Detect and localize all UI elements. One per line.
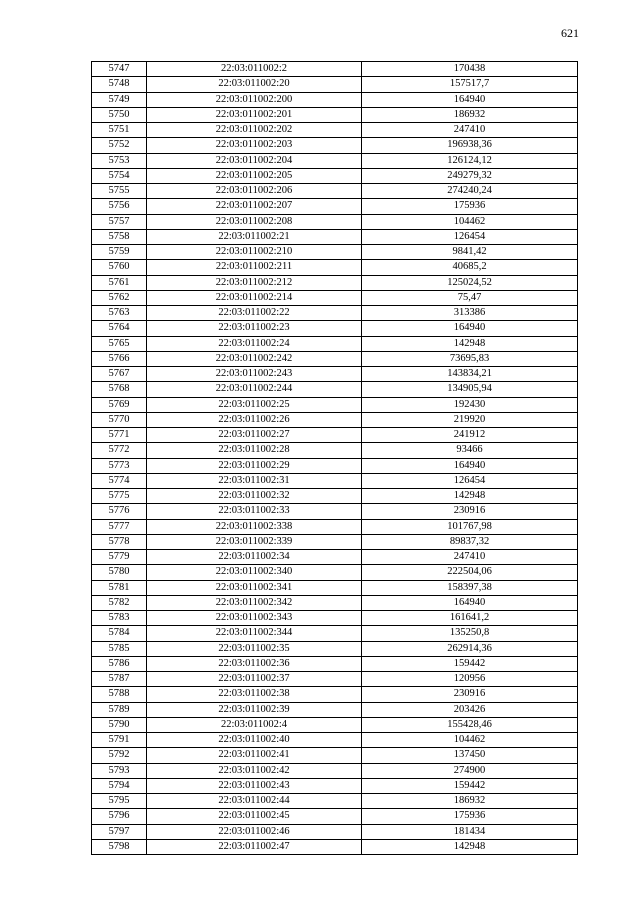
cadastral-number-cell: 22:03:011002:244: [147, 382, 362, 397]
cadastral-number-cell: 22:03:011002:212: [147, 275, 362, 290]
cadastral-number-cell: 22:03:011002:44: [147, 794, 362, 809]
value-cell: 247410: [362, 123, 578, 138]
cadastral-number-cell: 22:03:011002:342: [147, 595, 362, 610]
value-cell: 125024,52: [362, 275, 578, 290]
row-number-cell: 5747: [92, 62, 147, 77]
row-number-cell: 5775: [92, 489, 147, 504]
value-cell: 93466: [362, 443, 578, 458]
table-row: [92, 443, 578, 458]
value-cell: 262914,36: [362, 641, 578, 656]
row-number-cell: 5781: [92, 580, 147, 595]
row-number-cell: 5764: [92, 321, 147, 336]
value-cell: 157517,7: [362, 77, 578, 92]
table-row: [92, 245, 578, 260]
row-number-cell: 5771: [92, 428, 147, 443]
value-cell: 219920: [362, 412, 578, 427]
value-cell: 137450: [362, 748, 578, 763]
table-row: [92, 748, 578, 763]
row-number-cell: 5795: [92, 794, 147, 809]
cadastral-number-cell: 22:03:011002:202: [147, 123, 362, 138]
table-row: [92, 733, 578, 748]
cadastral-number-cell: 22:03:011002:34: [147, 550, 362, 565]
row-number-cell: 5796: [92, 809, 147, 824]
row-number-cell: 5794: [92, 778, 147, 793]
cadastral-number-cell: 22:03:011002:242: [147, 351, 362, 366]
cadastral-number-cell: 22:03:011002:27: [147, 428, 362, 443]
table-row: [92, 672, 578, 687]
cadastral-number-cell: 22:03:011002:338: [147, 519, 362, 534]
value-cell: 247410: [362, 550, 578, 565]
table-row: [92, 428, 578, 443]
table-row: [92, 809, 578, 824]
row-number-cell: 5786: [92, 656, 147, 671]
row-number-cell: 5776: [92, 504, 147, 519]
table-row: [92, 550, 578, 565]
value-cell: 134905,94: [362, 382, 578, 397]
cadastral-number-cell: 22:03:011002:207: [147, 199, 362, 214]
value-cell: 181434: [362, 824, 578, 839]
table-row: [92, 321, 578, 336]
value-cell: 164940: [362, 595, 578, 610]
table-row: [92, 687, 578, 702]
table-row: [92, 184, 578, 199]
row-number-cell: 5774: [92, 473, 147, 488]
cadastral-number-cell: 22:03:011002:4: [147, 717, 362, 732]
row-number-cell: 5787: [92, 672, 147, 687]
table-row: [92, 458, 578, 473]
table-row: [92, 229, 578, 244]
cadastral-number-cell: 22:03:011002:206: [147, 184, 362, 199]
cadastral-number-cell: 22:03:011002:31: [147, 473, 362, 488]
value-cell: 120956: [362, 672, 578, 687]
row-number-cell: 5790: [92, 717, 147, 732]
cadastral-number-cell: 22:03:011002:20: [147, 77, 362, 92]
cadastral-number-cell: 22:03:011002:211: [147, 260, 362, 275]
cadastral-number-cell: 22:03:011002:28: [147, 443, 362, 458]
row-number-cell: 5772: [92, 443, 147, 458]
value-cell: 159442: [362, 656, 578, 671]
cadastral-number-cell: 22:03:011002:341: [147, 580, 362, 595]
row-number-cell: 5778: [92, 534, 147, 549]
table-row: [92, 611, 578, 626]
cadastral-number-cell: 22:03:011002:29: [147, 458, 362, 473]
cadastral-number-cell: 22:03:011002:339: [147, 534, 362, 549]
row-number-cell: 5792: [92, 748, 147, 763]
table-row: [92, 306, 578, 321]
row-number-cell: 5757: [92, 214, 147, 229]
row-number-cell: 5750: [92, 107, 147, 122]
cadastral-number-cell: 22:03:011002:343: [147, 611, 362, 626]
value-cell: 230916: [362, 504, 578, 519]
cadastral-number-cell: 22:03:011002:41: [147, 748, 362, 763]
row-number-cell: 5784: [92, 626, 147, 641]
table-row: [92, 641, 578, 656]
cadastral-number-cell: 22:03:011002:36: [147, 656, 362, 671]
row-number-cell: 5758: [92, 229, 147, 244]
value-cell: 274900: [362, 763, 578, 778]
value-cell: 158397,38: [362, 580, 578, 595]
page-number: 621: [561, 26, 579, 40]
table-row: [92, 397, 578, 412]
value-cell: 126454: [362, 229, 578, 244]
table-row: [92, 702, 578, 717]
row-number-cell: 5762: [92, 290, 147, 305]
value-cell: 192430: [362, 397, 578, 412]
row-number-cell: 5791: [92, 733, 147, 748]
cadastral-number-cell: 22:03:011002:40: [147, 733, 362, 748]
cadastral-number-cell: 22:03:011002:39: [147, 702, 362, 717]
row-number-cell: 5761: [92, 275, 147, 290]
value-cell: 313386: [362, 306, 578, 321]
table-row: [92, 336, 578, 351]
value-cell: 155428,46: [362, 717, 578, 732]
value-cell: 249279,32: [362, 168, 578, 183]
table-row: [92, 763, 578, 778]
table-row: [92, 153, 578, 168]
table-row: [92, 595, 578, 610]
cadastral-number-cell: 22:03:011002:210: [147, 245, 362, 260]
cadastral-number-cell: 22:03:011002:2: [147, 62, 362, 77]
cadastral-number-cell: 22:03:011002:35: [147, 641, 362, 656]
value-cell: 241912: [362, 428, 578, 443]
cadastral-number-cell: 22:03:011002:203: [147, 138, 362, 153]
value-cell: 75,47: [362, 290, 578, 305]
row-number-cell: 5793: [92, 763, 147, 778]
cadastral-number-cell: 22:03:011002:47: [147, 839, 362, 854]
cadastral-number-cell: 22:03:011002:43: [147, 778, 362, 793]
row-number-cell: 5798: [92, 839, 147, 854]
cadastral-number-cell: 22:03:011002:32: [147, 489, 362, 504]
table-row: [92, 839, 578, 854]
value-cell: 186932: [362, 794, 578, 809]
table-row: [92, 382, 578, 397]
table-row: [92, 260, 578, 275]
row-number-cell: 5783: [92, 611, 147, 626]
table-row: [92, 656, 578, 671]
cadastral-number-cell: 22:03:011002:205: [147, 168, 362, 183]
table-row: [92, 412, 578, 427]
table-body: [92, 62, 578, 855]
row-number-cell: 5770: [92, 412, 147, 427]
table-row: [92, 580, 578, 595]
table-row: [92, 565, 578, 580]
row-number-cell: 5763: [92, 306, 147, 321]
value-cell: 126124,12: [362, 153, 578, 168]
table-row: [92, 275, 578, 290]
value-cell: 186932: [362, 107, 578, 122]
value-cell: 126454: [362, 473, 578, 488]
table-row: [92, 92, 578, 107]
row-number-cell: 5777: [92, 519, 147, 534]
table-row: [92, 168, 578, 183]
cadastral-number-cell: 22:03:011002:200: [147, 92, 362, 107]
cadastral-number-cell: 22:03:011002:344: [147, 626, 362, 641]
table-row: [92, 778, 578, 793]
row-number-cell: 5768: [92, 382, 147, 397]
table-row: [92, 717, 578, 732]
table-row: [92, 367, 578, 382]
row-number-cell: 5748: [92, 77, 147, 92]
cadastral-number-cell: 22:03:011002:201: [147, 107, 362, 122]
cadastral-number-cell: 22:03:011002:38: [147, 687, 362, 702]
cadastral-number-cell: 22:03:011002:33: [147, 504, 362, 519]
row-number-cell: 5789: [92, 702, 147, 717]
value-cell: 101767,98: [362, 519, 578, 534]
row-number-cell: 5769: [92, 397, 147, 412]
value-cell: 164940: [362, 321, 578, 336]
value-cell: 230916: [362, 687, 578, 702]
cadastral-number-cell: 22:03:011002:22: [147, 306, 362, 321]
table-row: [92, 107, 578, 122]
cadastral-number-cell: 22:03:011002:42: [147, 763, 362, 778]
cadastral-value-table: [91, 61, 578, 855]
value-cell: 89837,32: [362, 534, 578, 549]
cadastral-number-cell: 22:03:011002:37: [147, 672, 362, 687]
value-cell: 203426: [362, 702, 578, 717]
table-row: [92, 77, 578, 92]
table-row: [92, 351, 578, 366]
cadastral-number-cell: 22:03:011002:340: [147, 565, 362, 580]
value-cell: 175936: [362, 199, 578, 214]
cadastral-number-cell: 22:03:011002:243: [147, 367, 362, 382]
value-cell: 164940: [362, 458, 578, 473]
value-cell: 196938,36: [362, 138, 578, 153]
row-number-cell: 5797: [92, 824, 147, 839]
table-row: [92, 199, 578, 214]
value-cell: 170438: [362, 62, 578, 77]
table-row: [92, 534, 578, 549]
row-number-cell: 5754: [92, 168, 147, 183]
row-number-cell: 5756: [92, 199, 147, 214]
row-number-cell: 5785: [92, 641, 147, 656]
row-number-cell: 5760: [92, 260, 147, 275]
row-number-cell: 5755: [92, 184, 147, 199]
cadastral-number-cell: 22:03:011002:45: [147, 809, 362, 824]
value-cell: 104462: [362, 214, 578, 229]
table-row: [92, 824, 578, 839]
cadastral-number-cell: 22:03:011002:208: [147, 214, 362, 229]
table-row: [92, 62, 578, 77]
cadastral-number-cell: 22:03:011002:23: [147, 321, 362, 336]
value-cell: 135250,8: [362, 626, 578, 641]
table-row: [92, 504, 578, 519]
cadastral-number-cell: 22:03:011002:214: [147, 290, 362, 305]
value-cell: 40685,2: [362, 260, 578, 275]
table-row: [92, 794, 578, 809]
value-cell: 175936: [362, 809, 578, 824]
table-row: [92, 290, 578, 305]
row-number-cell: 5780: [92, 565, 147, 580]
value-cell: 142948: [362, 489, 578, 504]
row-number-cell: 5773: [92, 458, 147, 473]
row-number-cell: 5751: [92, 123, 147, 138]
table-row: [92, 626, 578, 641]
value-cell: 142948: [362, 839, 578, 854]
table-row: [92, 519, 578, 534]
cadastral-number-cell: 22:03:011002:21: [147, 229, 362, 244]
cadastral-number-cell: 22:03:011002:46: [147, 824, 362, 839]
value-cell: 159442: [362, 778, 578, 793]
table-row: [92, 123, 578, 138]
value-cell: 143834,21: [362, 367, 578, 382]
row-number-cell: 5753: [92, 153, 147, 168]
row-number-cell: 5782: [92, 595, 147, 610]
cadastral-number-cell: 22:03:011002:25: [147, 397, 362, 412]
row-number-cell: 5766: [92, 351, 147, 366]
value-cell: 73695,83: [362, 351, 578, 366]
table-row: [92, 214, 578, 229]
table-row: [92, 473, 578, 488]
value-cell: 161641,2: [362, 611, 578, 626]
row-number-cell: 5788: [92, 687, 147, 702]
value-cell: 164940: [362, 92, 578, 107]
value-cell: 142948: [362, 336, 578, 351]
row-number-cell: 5779: [92, 550, 147, 565]
table-row: [92, 138, 578, 153]
value-cell: 104462: [362, 733, 578, 748]
row-number-cell: 5749: [92, 92, 147, 107]
row-number-cell: 5767: [92, 367, 147, 382]
cadastral-number-cell: 22:03:011002:24: [147, 336, 362, 351]
cadastral-number-cell: 22:03:011002:204: [147, 153, 362, 168]
row-number-cell: 5759: [92, 245, 147, 260]
cadastral-number-cell: 22:03:011002:26: [147, 412, 362, 427]
value-cell: 222504,06: [362, 565, 578, 580]
value-cell: 274240,24: [362, 184, 578, 199]
row-number-cell: 5752: [92, 138, 147, 153]
table-row: [92, 489, 578, 504]
value-cell: 9841,42: [362, 245, 578, 260]
row-number-cell: 5765: [92, 336, 147, 351]
